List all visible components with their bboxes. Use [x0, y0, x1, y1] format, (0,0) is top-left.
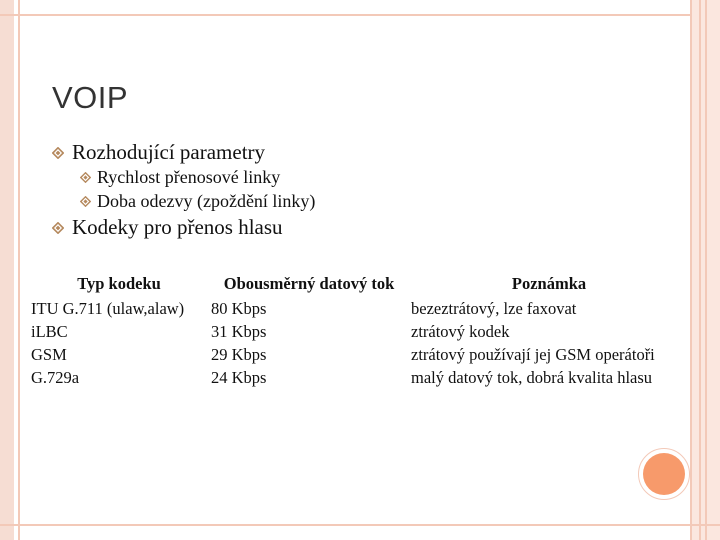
- cell-codec: ITU G.711 (ulaw,alaw): [31, 299, 185, 318]
- bullet-text: Rozhodující parametry: [72, 140, 266, 164]
- bullet-text: Kodeky pro přenos hlasu: [72, 215, 283, 239]
- cell-codec: iLBC: [31, 322, 68, 341]
- cell-bitrate: 24 Kbps: [211, 368, 267, 387]
- cell-codec: G.729a: [31, 368, 80, 387]
- bullet-item: [52, 140, 265, 165]
- bullet-text: Rychlost přenosové linky: [97, 167, 281, 187]
- cell-note: ztrátový kodek: [411, 322, 510, 341]
- cell-bitrate: 29 Kbps: [211, 345, 267, 364]
- table-row: [28, 344, 687, 367]
- frame-right-line: [705, 0, 707, 540]
- cell-note: malý datový tok, dobrá kvalita hlasu: [411, 368, 653, 387]
- table-row: [28, 367, 687, 390]
- header-codec-type: Typ kodeku: [77, 274, 161, 293]
- slide-title: VOIP: [52, 80, 129, 115]
- cell-note: bezeztrátový, lze faxovat: [411, 299, 577, 318]
- diamond-bullet-icon: [80, 172, 91, 183]
- bullet-text: Doba odezvy (zpoždění linky): [97, 191, 316, 211]
- cell-note: ztrátový používají jej GSM operátoři: [411, 345, 655, 364]
- table-row: [28, 298, 687, 321]
- frame-left-line: [18, 0, 20, 540]
- frame-top-line: [0, 14, 720, 16]
- header-bitrate: Obousměrný datový tok: [223, 274, 395, 293]
- frame-bottom-line: [0, 524, 720, 526]
- bullet-item: [52, 215, 283, 240]
- frame-left-band: [0, 0, 14, 540]
- frame-right-line: [690, 0, 692, 540]
- cell-bitrate: 80 Kbps: [211, 299, 267, 318]
- header-note: Poznámka: [511, 274, 587, 293]
- codec-table: [28, 272, 687, 390]
- bullet-item: [80, 191, 315, 212]
- table-row: [28, 321, 687, 344]
- cell-codec: GSM: [31, 345, 67, 364]
- decorative-circle-icon: [643, 453, 685, 495]
- hollow-diamond-bullet-icon: [52, 147, 64, 159]
- bullet-item: [80, 167, 280, 188]
- frame-right-line: [699, 0, 701, 540]
- hollow-diamond-bullet-icon: [52, 222, 64, 234]
- diamond-bullet-icon: [80, 196, 91, 207]
- cell-bitrate: 31 Kbps: [211, 322, 267, 341]
- table-header-row: [28, 272, 687, 298]
